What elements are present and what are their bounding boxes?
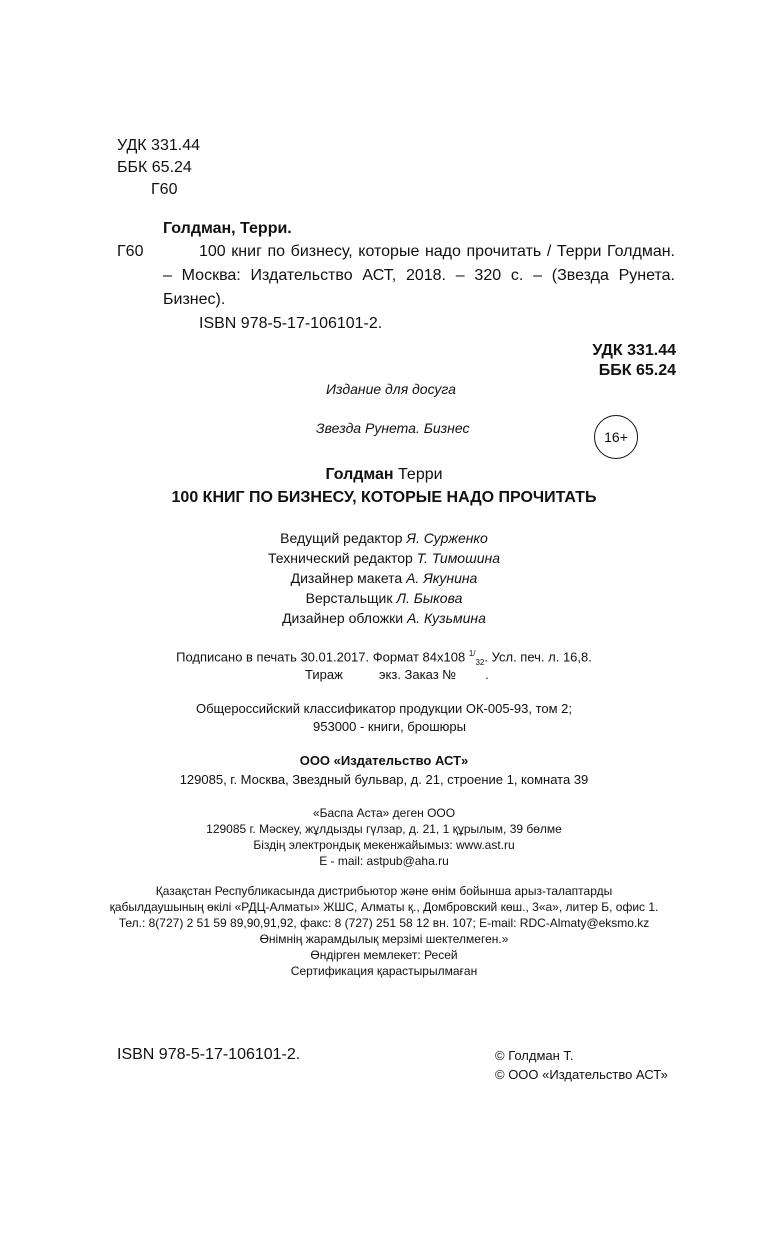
credit-line bbox=[0, 570, 768, 586]
credit-role: Дизайнер обложки bbox=[282, 610, 404, 626]
footer-isbn: ISBN 978-5-17-106101-2. bbox=[117, 1046, 301, 1063]
credit-role: Верстальщик bbox=[305, 590, 393, 606]
kz-publisher-line: «Баспа Аста» деген ООО bbox=[312, 806, 456, 820]
kz-distributor-line: Қазақстан Республикасында дистрибьютор және өнім бойынша арыз-талаптарды bbox=[155, 884, 613, 898]
bib-bbk: ББК 65.24 bbox=[598, 362, 676, 379]
series-name: Звезда Рунета. Бизнес bbox=[316, 420, 470, 436]
credit-role: Технический редактор bbox=[267, 550, 413, 566]
author-mark: Г60 bbox=[151, 181, 178, 198]
kz-distributor-line: Тел.: 8(727) 2 51 59 89,90,91,92, факс: 8 (727) 251 58 12 вн. 107; E-mail: RDC-Almaty@eksmo.kz bbox=[118, 916, 650, 930]
copyright-author: © Голдман Т. bbox=[495, 1048, 574, 1063]
credit-line bbox=[0, 530, 768, 546]
bib-udk: УДК 331.44 bbox=[592, 342, 676, 359]
print-signed: Подписано в печать 30.01.2017. Формат 84х108 bbox=[176, 649, 466, 665]
credit-name: А. Кузьмина bbox=[406, 610, 486, 626]
print-info-line bbox=[0, 649, 768, 667]
print-run: Тираж экз. Заказ № . bbox=[305, 667, 489, 682]
book-title: 100 КНИГ ПО БИЗНЕСУ, КОТОРЫЕ НАДО ПРОЧИТАТЬ bbox=[171, 489, 597, 506]
credit-line bbox=[0, 610, 768, 626]
bib-author-heading: Голдман, Терри. bbox=[163, 220, 292, 237]
age-rating-badge bbox=[594, 415, 638, 459]
classifier-line-1: Общероссийский классификатор продукции ОК-005-93, том 2; bbox=[195, 701, 573, 716]
credit-role: Ведущий редактор bbox=[280, 530, 403, 546]
format-fraction-num: 1/ bbox=[468, 649, 476, 658]
author-surname: Голдман bbox=[325, 466, 394, 483]
kz-distributor-line: Өнімнің жарамдылық мерзімі шектелмеген.» bbox=[259, 932, 509, 946]
bib-isbn: ISBN 978-5-17-106101-2. bbox=[199, 315, 383, 332]
kz-distributor-line: Сертификация қарастырылмаған bbox=[290, 964, 478, 978]
publisher-name: ООО «Издательство АСТ» bbox=[299, 753, 469, 768]
bbk-code: ББК 65.24 bbox=[117, 159, 192, 176]
credit-name: Я. Сурженко bbox=[406, 530, 488, 546]
publisher-address: 129085, г. Москва, Звездный бульвар, д. 21, строение 1, комната 39 bbox=[179, 772, 589, 787]
bib-description: 100 книг по бизнесу, которые надо прочитать / Терри Голдман. – Москва: Издательство АСТ, 2018. – 320 с. – (Звезда Рунета. Бизнес). bbox=[163, 243, 675, 308]
credit-line bbox=[0, 590, 768, 606]
author-first-name: Терри bbox=[398, 466, 443, 483]
kz-distributor-line: қабылдаушының өкілі «РДЦ-Алматы» ЖШС, Алматы қ., Домбровский көш., 3«а», литер Б, офис 1. bbox=[109, 900, 659, 914]
udk-code: УДК 331.44 bbox=[117, 137, 200, 154]
credit-name: Т. Тимошина bbox=[416, 550, 500, 566]
copyright-publisher: © ООО «Издательство АСТ» bbox=[495, 1067, 668, 1082]
classifier-line-2: 953000 - книги, брошюры bbox=[313, 719, 466, 734]
credit-name: А. Якунина bbox=[406, 570, 478, 586]
author-name bbox=[0, 466, 768, 484]
age-rating-label: 16+ bbox=[604, 429, 628, 445]
kz-publisher-line: Біздің электрондық мекенжайымыз: www.ast.ru bbox=[253, 838, 515, 852]
kz-publisher-line: E - mail: astpub@aha.ru bbox=[319, 854, 449, 868]
credit-line bbox=[0, 550, 768, 566]
format-fraction-den: 32 bbox=[475, 657, 485, 667]
kz-publisher-line: 129085 г. Мәскеу, жұлдызды гүлзар, д. 21, 1 құрылым, 39 бөлме bbox=[206, 822, 562, 836]
credit-role: Дизайнер макета bbox=[290, 570, 403, 586]
credit-name: Л. Быкова bbox=[396, 590, 463, 606]
edition-type: Издание для досуга bbox=[326, 381, 456, 397]
print-sheets: . Усл. печ. л. 16,8. bbox=[484, 649, 592, 665]
bib-author-mark: Г60 bbox=[117, 243, 144, 260]
kz-distributor-line: Өндірген мемлекет: Ресей bbox=[310, 948, 458, 962]
